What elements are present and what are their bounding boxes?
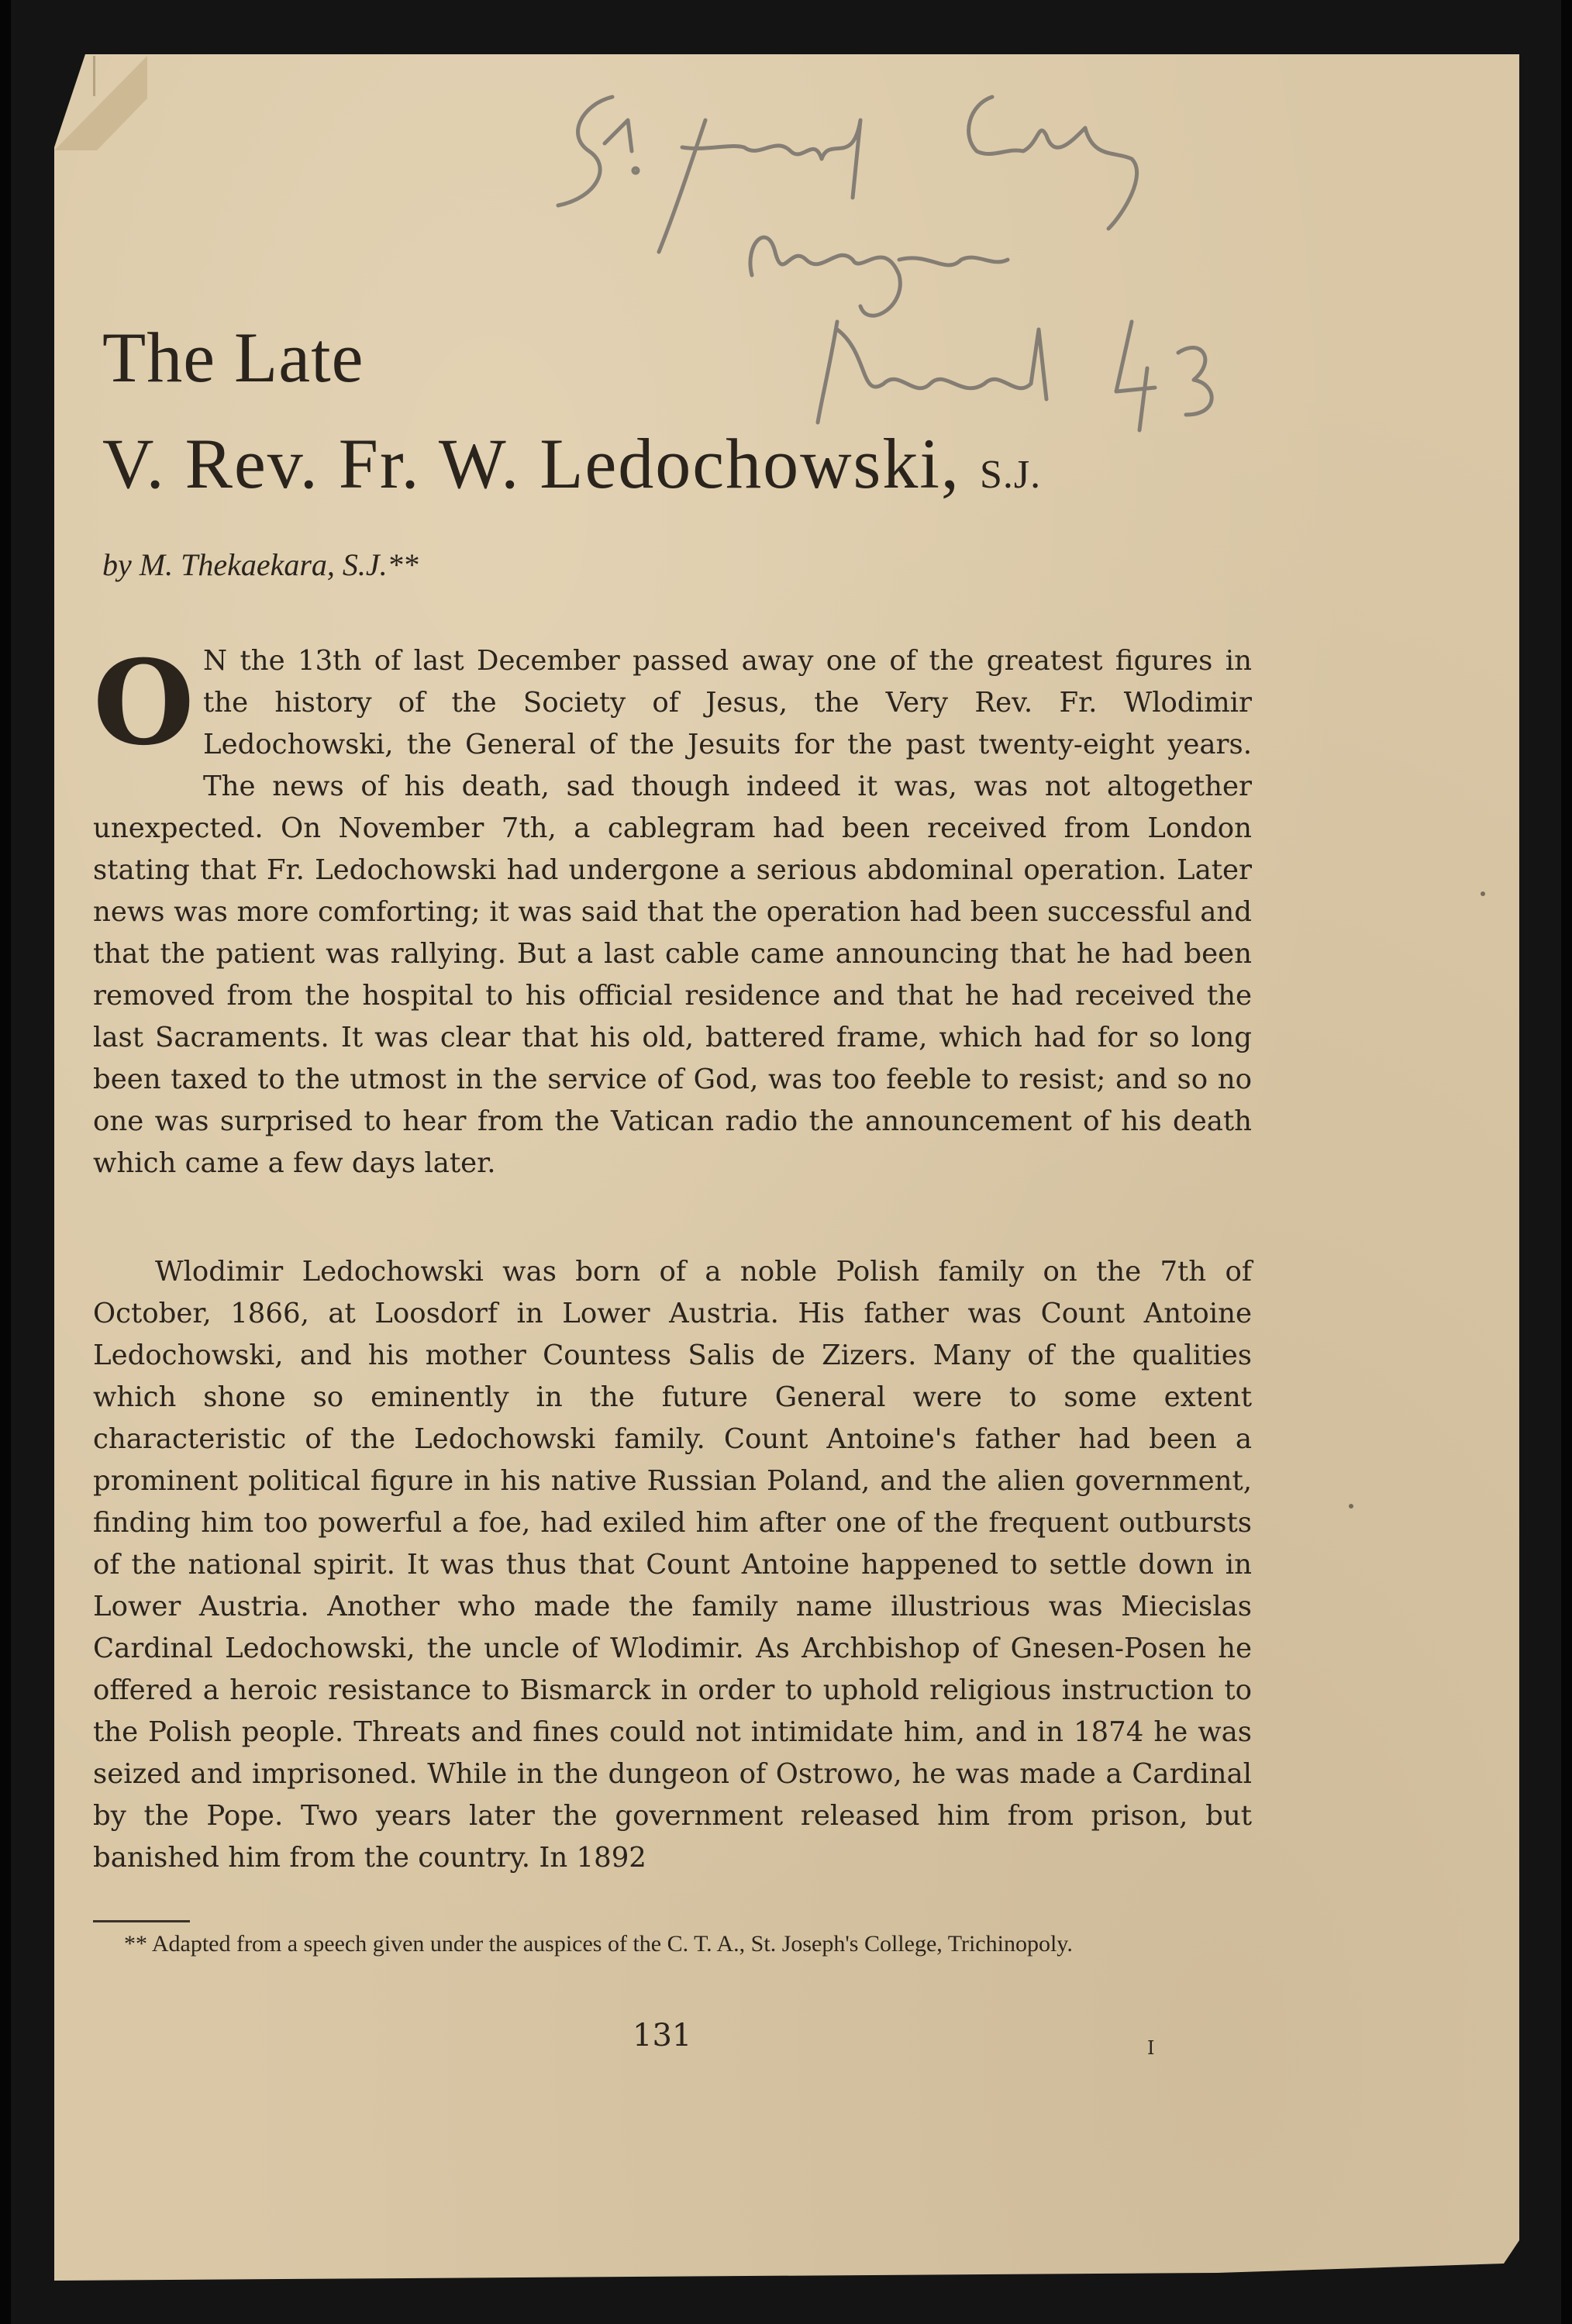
paper-speck	[1349, 1504, 1353, 1509]
page-number: 131	[633, 2018, 692, 2053]
scan-border-left	[0, 0, 11, 2324]
handwriting-drawing	[496, 74, 1302, 438]
paragraph-2: Wlodimir Ledochowski was born of a noble Polish family on the 7th of October, 1866, at Loosdorf in Lower Austria. His father was Count Antoine Ledochowski, and his mother Countess Salis de Zizers. Many of the qualities which shone so eminently in the future General were to some extent characteristic of the Ledochowski family. Count Antoine's father had been a prominent political figure in his native Russian Poland, and the alien government, finding him too powerful a foe, had exiled him after one of the frequent outbursts of the national spirit. It was thus that Count Antoine happened to settle down in Lower Austria. Another who made the family name illustrious was Miecislas Cardinal Ledochowski, the uncle of Wlodimir. As Archbishop of Gnesen-Posen he offered a heroic resistance to Bismarck in order to uphold religious instruction to the Polish people. Threats and fines could not intimidate him, and in 1874 he was seized and imprisoned. While in the dungeon of Ostrowo, he was made a Cardinal by the Pope. Two years later the government released him from prison, but banished him from the country. In 1892	[93, 1256, 1252, 1874]
article-title-suffix: S.J.	[979, 453, 1042, 497]
paragraph-1-text: N the 13th of last December passed away one of the greatest figures in the history of the Society of Jesus, the Very Rev. Fr. Wlodimir Ledochowski, the General of the Jesuits for the past twenty-eight years. The news of his death, sad though indeed it was, was not altogether unexpected. On November 7th, a cablegram had been received from London stating that Fr. Ledochowski had undergone a serious abdominal operation. Later news was more comforting; it was said that the operation had been successful and that the patient was rallying. But a last cable came announcing that he had been removed from the hospital to his official residence and that he had received the last Sacraments. It was clear that his old, battered frame, which had for so long been taxed to the utmost in the service of God, was too feeble to resist; and so no one was surprised to hear from the Vatican radio the announcement of his death which came a few days later.	[93, 645, 1252, 1179]
author-byline: by M. Thekaekara, S.J.**	[102, 547, 419, 582]
article-title-line-2	[102, 422, 1041, 505]
drop-cap: O	[93, 635, 195, 771]
article-title-name: V. Rev. Fr. W. Ledochowski,	[102, 424, 960, 503]
handwritten-annotation	[496, 74, 1302, 438]
paragraph-1	[93, 635, 1252, 1184]
footnote-divider	[93, 1920, 190, 1922]
paper-speck	[1481, 891, 1485, 896]
fold-crease	[93, 56, 95, 96]
scan-border-right	[1561, 0, 1572, 2324]
article-title-line-1: The Late	[102, 318, 364, 397]
signature-mark: I	[1147, 2037, 1155, 2059]
footnote: ** Adapted from a speech given under the auspices of the C. T. A., St. Joseph's College, Trichinopoly.	[124, 1931, 1073, 1957]
